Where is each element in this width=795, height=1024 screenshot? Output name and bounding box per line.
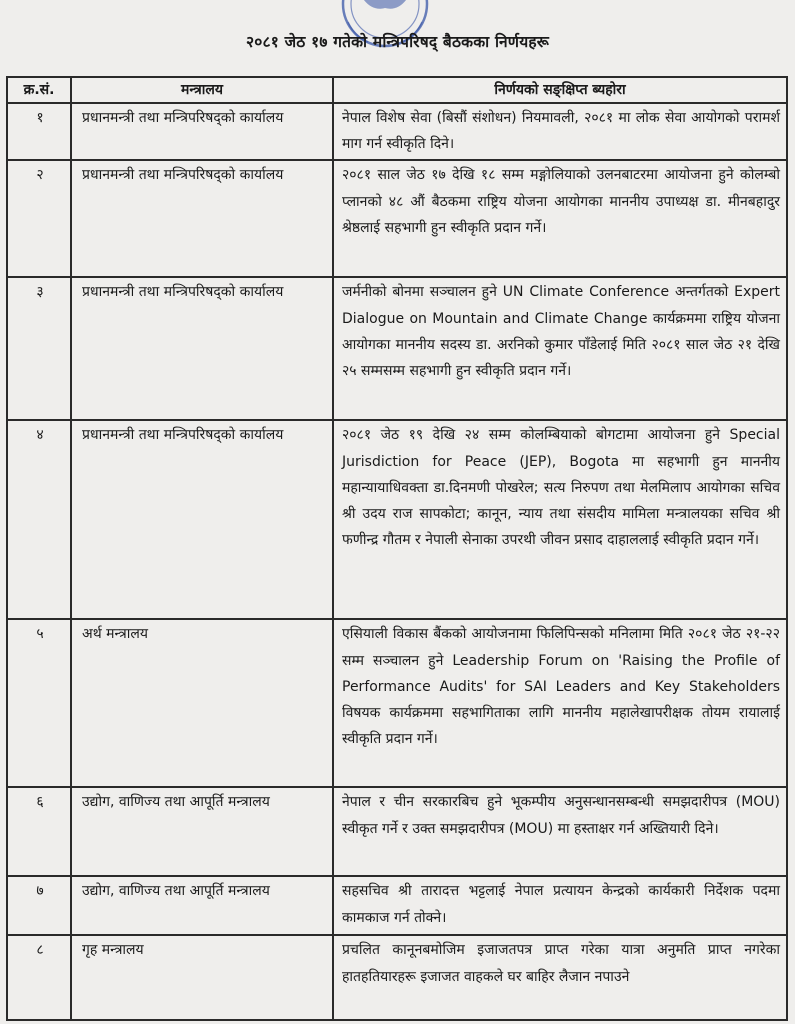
row-serial: ३ <box>7 277 71 420</box>
row-ministry: गृह मन्त्रालय <box>71 935 333 1020</box>
table-header-row <box>7 77 787 103</box>
row-serial: २ <box>7 160 71 277</box>
row-ministry: प्रधानमन्त्री तथा मन्त्रिपरिषद्को कार्यालय <box>71 103 333 160</box>
row-ministry: उद्योग, वाणिज्य तथा आपूर्ति मन्त्रालय <box>71 787 333 876</box>
table-row <box>7 277 787 420</box>
header-ministry: मन्त्रालय <box>71 77 333 103</box>
row-decision: जर्मनीको बोनमा सञ्चालन हुने UN Climate Conference अन्तर्गतको Expert Dialogue on Mountain and Climate Change कार्यक्रममा राष्ट्रिय योजना आयोगका माननीय सदस्य डा. अरनिको कुमार पाँडेलाई मिति २०८१ साल जेठ २१ देखि २५ सम्मसम्म सहभागी हुन स्वीकृति प्रदान गर्ने। <box>333 277 787 420</box>
page-title: २०८१ जेठ १७ गतेको मन्त्रिपरिषद् बैठकका निर्णयहरू <box>245 33 550 51</box>
row-serial: १ <box>7 103 71 160</box>
table-row <box>7 619 787 787</box>
row-serial: ६ <box>7 787 71 876</box>
header-serial: क्र.सं. <box>7 77 71 103</box>
row-decision: २०८१ जेठ १९ देखि २४ सम्म कोलम्बियाको बोगटामा आयोजना हुने Special Jurisdiction for Peace (JEP), Bogota मा सहभागी हुन माननीय महान्यायाधिवक्ता डा.दिनमणी पोखरेल; सत्य निरुपण तथा मेलमिलाप आयोगका सचिव श्री उदय राज सापकोटा; कानून, न्याय तथा संसदीय मामिला मन्त्रालयका सचिव श्री फणीन्द्र गौतम र नेपाली सेनाका उपरथी जीवन प्रसाद दाहाललाई स्वीकृति प्रदान गर्ने। <box>333 420 787 619</box>
row-decision: नेपाल विशेष सेवा (बिसौं संशोधन) नियमावली, २०८१ मा लोक सेवा आयोगको परामर्श माग गर्न स्वीकृति दिने। <box>333 103 787 160</box>
row-serial: ७ <box>7 876 71 935</box>
table-row <box>7 420 787 619</box>
decisions-table <box>6 76 788 1021</box>
row-ministry: प्रधानमन्त्री तथा मन्त्रिपरिषद्को कार्यालय <box>71 277 333 420</box>
row-serial: ८ <box>7 935 71 1020</box>
table-row <box>7 876 787 935</box>
row-ministry: प्रधानमन्त्री तथा मन्त्रिपरिषद्को कार्यालय <box>71 160 333 277</box>
row-decision: प्रचलित कानूनबमोजिम इजाजतपत्र प्राप्त गरेका यात्रा अनुमति प्राप्त नगरेका हातहतियारहरू इजाजत वाहकले घर बाहिर लैजान नपाउने <box>333 935 787 1020</box>
row-decision: एसियाली विकास बैंकको आयोजनामा फिलिपिन्सको मनिलामा मिति २०८१ जेठ २१-२२ सम्म सञ्चालन हुने Leadership Forum on 'Raising the Profile of Performance Audits' for SAI Leaders and Key Stakeholders विषयक कार्यक्रममा सहभागिताका लागि माननीय महालेखापरीक्षक तोयम रायालाई स्वीकृति प्रदान गर्ने। <box>333 619 787 787</box>
row-serial: ५ <box>7 619 71 787</box>
row-decision: सहसचिव श्री तारादत्त भट्टलाई नेपाल प्रत्यायन केन्द्रको कार्यकारी निर्देशक पदमा कामकाज गर्न तोक्ने। <box>333 876 787 935</box>
table-row <box>7 160 787 277</box>
row-ministry: उद्योग, वाणिज्य तथा आपूर्ति मन्त्रालय <box>71 876 333 935</box>
row-decision: नेपाल र चीन सरकारबिच हुने भूकम्पीय अनुसन्धानसम्बन्धी समझदारीपत्र (MOU) स्वीकृत गर्ने र उक्त समझदारीपत्र (MOU) मा हस्ताक्षर गर्न अख्तियारी दिने। <box>333 787 787 876</box>
row-ministry: प्रधानमन्त्री तथा मन्त्रिपरिषद्को कार्यालय <box>71 420 333 619</box>
table-row <box>7 787 787 876</box>
table-row <box>7 935 787 1020</box>
table-row <box>7 103 787 160</box>
header-decision-summary: निर्णयको सङ्क्षिप्त ब्यहोरा <box>333 77 787 103</box>
row-decision: २०८१ साल जेठ १७ देखि १८ सम्म मङ्गोलियाको उलनबाटरमा आयोजना हुने कोलम्बो प्लानको ४८ औं बैठकमा राष्ट्रिय योजना आयोगका माननीय उपाध्यक्ष डा. मीनबहादुर श्रेष्ठलाई सहभागी हुन स्वीकृति प्रदान गर्ने। <box>333 160 787 277</box>
row-serial: ४ <box>7 420 71 619</box>
row-ministry: अर्थ मन्त्रालय <box>71 619 333 787</box>
